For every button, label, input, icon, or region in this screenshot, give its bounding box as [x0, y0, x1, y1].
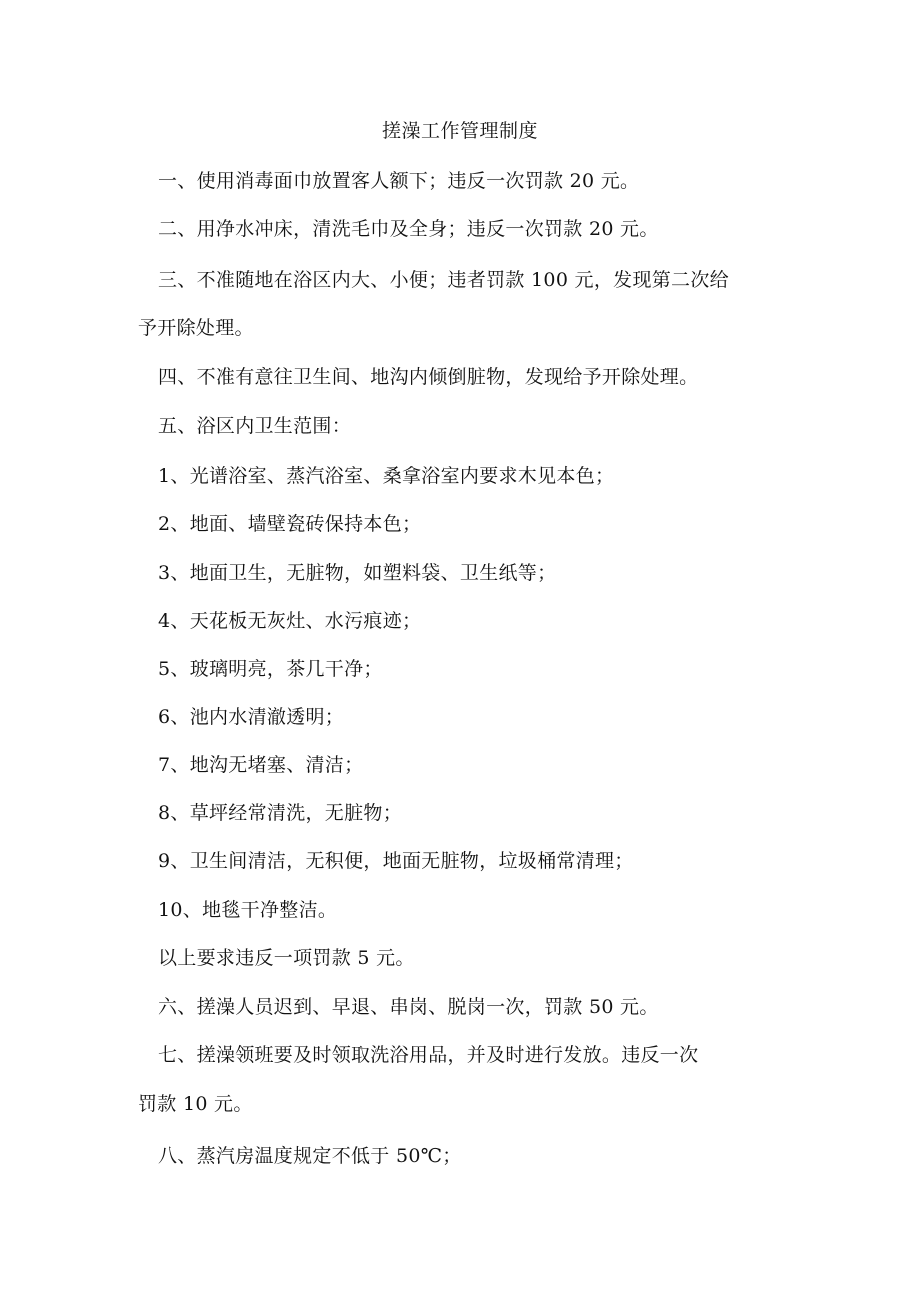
hygiene-penalty: 以上要求违反一项罚款 5 元。 [158, 947, 415, 969]
hygiene-item-5: 5、玻璃明亮，茶几干净； [158, 658, 383, 680]
rule-4: 四、不准有意往卫生间、地沟内倾倒脏物，发现给予开除处理。 [158, 366, 699, 388]
hygiene-item-8: 8、草坪经常清洗，无脏物； [158, 802, 402, 824]
rule-6: 六、搓澡人员迟到、早退、串岗、脱岗一次，罚款 50 元。 [158, 996, 659, 1018]
rule-3: 三、不准随地在浴区内大、小便；违者罚款 100 元，发现第二次给 [158, 269, 729, 291]
hygiene-item-10: 10、地毯干净整洁。 [158, 899, 338, 921]
rule-5-heading: 五、浴区内卫生范围： [158, 415, 352, 437]
rule-2: 二、用净水冲床，清洗毛巾及全身；违反一次罚款 20 元。 [158, 218, 659, 240]
hygiene-item-3: 3、地面卫生，无脏物，如塑料袋、卫生纸等； [158, 562, 557, 584]
hygiene-item-1: 1、光谱浴室、蒸汽浴室、桑拿浴室内要求木见本色； [158, 465, 615, 487]
hygiene-item-6: 6、池内水清澈透明； [158, 706, 345, 728]
rule-7: 七、搓澡领班要及时领取洗浴用品，并及时进行发放。违反一次 [158, 1044, 699, 1066]
rule-1: 一、使用消毒面巾放置客人额下；违反一次罚款 20 元。 [158, 170, 640, 192]
rule-3-continued: 予开除处理。 [138, 317, 254, 339]
rule-7-continued: 罚款 10 元。 [138, 1093, 253, 1115]
hygiene-item-2: 2、地面、墙壁瓷砖保持本色； [158, 513, 422, 535]
hygiene-item-7: 7、地沟无堵塞、清洁； [158, 754, 364, 776]
hygiene-item-4: 4、天花板无灰灶、水污痕迹； [158, 610, 422, 632]
document-title: 搓澡工作管理制度 [381, 120, 538, 142]
hygiene-item-9: 9、卫生间清洁，无积便，地面无脏物，垃圾桶常清理； [158, 850, 634, 872]
rule-8: 八、蒸汽房温度规定不低于 50℃； [158, 1145, 462, 1167]
